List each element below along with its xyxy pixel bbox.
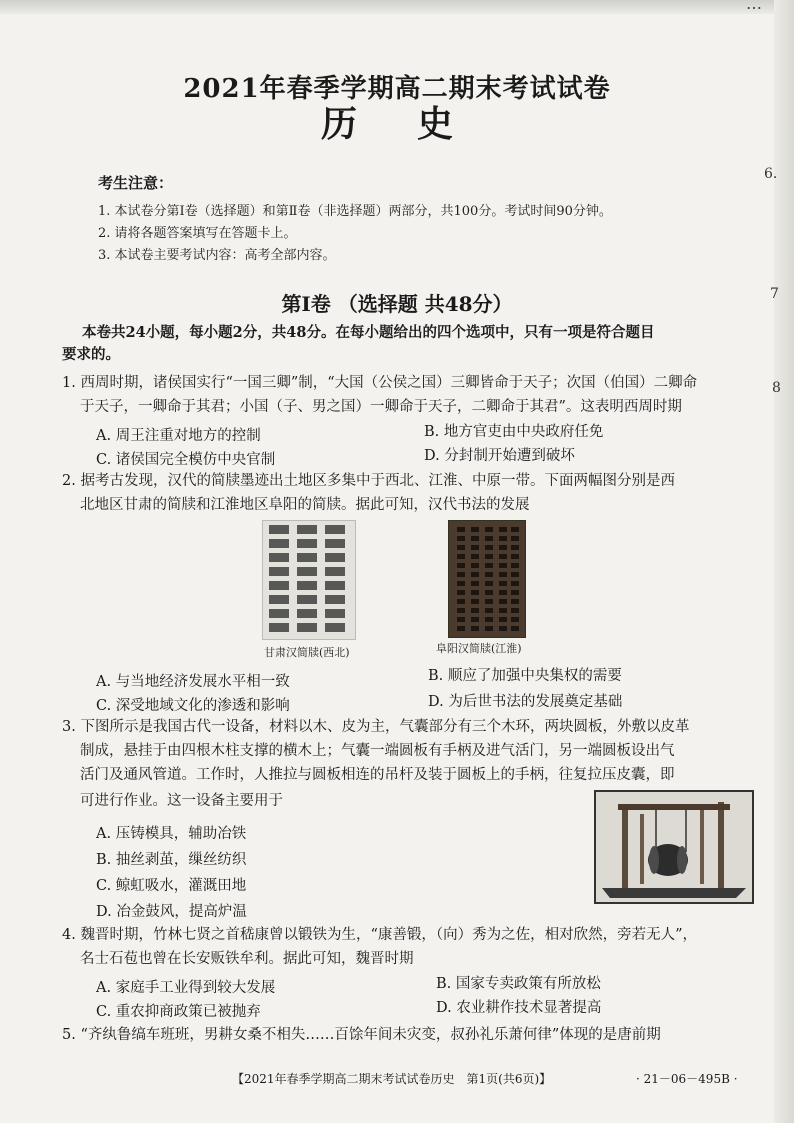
notice-item: 3. 本试卷主要考试内容：高考全部内容。	[98, 248, 336, 263]
section-intro: 要求的。	[62, 346, 120, 363]
q2-option-b: B. 顺应了加强中央集权的需要	[428, 668, 622, 684]
bellows-illustration	[596, 792, 752, 902]
question-3-stem: 3. 下图所示是我国古代一设备，材料以木、皮为主，气囊部分有三个木环，两块圆板，外敷以皮革	[62, 719, 690, 735]
q4-option-d: D. 农业耕作技术显著提高	[436, 1000, 602, 1016]
q1-option-a: A. 周王注重对地方的控制	[96, 428, 261, 444]
q2-option-d: D. 为后世书法的发展奠定基础	[428, 694, 623, 710]
side-number: 6.	[764, 166, 778, 182]
question-1-stem: 1. 西周时期，诸侯国实行“一国三卿”制，“大国（公侯之国）三卿皆命于天子；次国（伯国）二卿命	[62, 375, 698, 391]
question-3-stem: 可进行作业。这一设备主要用于	[80, 793, 283, 809]
question-3-stem: 活门及通风管道。工作时，人推拉与圆板相连的吊杆及装于圆板上的手柄，往复拉压皮囊，即	[80, 767, 675, 783]
side-number: 8	[772, 380, 781, 396]
q4-option-a: A. 家庭手工业得到较大发展	[96, 980, 276, 996]
q2-option-a: A. 与当地经济发展水平相一致	[96, 674, 290, 690]
image-caption-left: 甘肃汉简牍(西北)	[264, 646, 350, 659]
section-title: 第Ⅰ卷 （选择题 共48分）	[281, 292, 513, 316]
q4-option-c: C. 重农抑商政策已被抛弃	[96, 1004, 261, 1020]
top-edge-text: …	[746, 0, 764, 13]
gansu-bamboo-slip-image	[262, 520, 356, 640]
subject-title: 历史	[320, 103, 513, 145]
q1-option-b: B. 地方官吏由中央政府任免	[424, 424, 604, 440]
q3-option-a: A. 压铸模具，辅助冶铁	[96, 826, 247, 842]
q2-option-c: C. 深受地域文化的渗透和影响	[96, 698, 290, 714]
question-1-stem: 于天子，一卿命于其君；小国（子、男之国）一卿命于天子，二卿命于其君”。这表明西周时期	[80, 399, 682, 415]
question-4-stem: 名士石苞也曾在长安贩铁牟利。据此可知，魏晋时期	[80, 951, 414, 967]
q3-option-b: B. 抽丝剥茧，缫丝纺织	[96, 852, 247, 868]
scan-top-edge	[0, 0, 794, 14]
image-caption-right: 阜阳汉简牍(江淮)	[436, 642, 522, 655]
fuyang-bamboo-slip-image	[448, 520, 526, 638]
q4-option-b: B. 国家专卖政策有所放松	[436, 976, 601, 992]
page-footer: 【2021年春季学期高二期末考试试卷历史 第1页(共6页)】	[232, 1072, 552, 1086]
question-2-stem: 2. 据考古发现，汉代的简牍墨迹出土地区多集中于西北、江淮、中原一带。下面两幅图分别是西	[62, 473, 675, 489]
question-2-stem: 北地区甘肃的简牍和江淮地区阜阳的简牍。据此可知，汉代书法的发展	[80, 497, 530, 513]
notice-item: 2. 请将各题答案填写在答题卡上。	[98, 226, 297, 241]
side-number: 7	[770, 286, 779, 302]
q3-option-c: C. 鲸虹吸水，灌溉田地	[96, 878, 247, 894]
notice-heading: 考生注意：	[98, 174, 174, 192]
section-intro: 本卷共24小题，每小题2分，共48分。在每小题给出的四个选项中，只有一项是符合题目	[82, 324, 655, 341]
q1-option-c: C. 诸侯国完全模仿中央官制	[96, 452, 276, 468]
q3-option-d: D. 冶金鼓风，提高炉温	[96, 904, 247, 920]
question-3-stem: 制成，悬挂于由四根木柱支撑的横木上；气囊一端圆板有手柄及进气活门，另一端圆板设出气	[80, 743, 675, 759]
q1-option-d: D. 分封制开始遭到破坏	[424, 448, 575, 464]
exam-title: 2021年春季学期高二期末考试试卷	[183, 74, 611, 104]
notice-item: 1. 本试卷分第Ⅰ卷（选择题）和第Ⅱ卷（非选择题）两部分，共100分。考试时间90分钟。	[98, 204, 612, 219]
paper-code: · 21－06－495B ·	[636, 1072, 738, 1086]
question-5-stem: 5. “齐纨鲁缟车班班，男耕女桑不相失……百馀年间未灾变，叔孙礼乐萧何律”体现的是唐前期	[62, 1027, 661, 1043]
question-4-stem: 4. 魏晋时期，竹林七贤之首嵇康曾以锻铁为生，“康善锻，（向）秀为之佐，相对欣然，旁若无人”，	[62, 927, 698, 943]
bellows-device-image	[594, 790, 754, 904]
